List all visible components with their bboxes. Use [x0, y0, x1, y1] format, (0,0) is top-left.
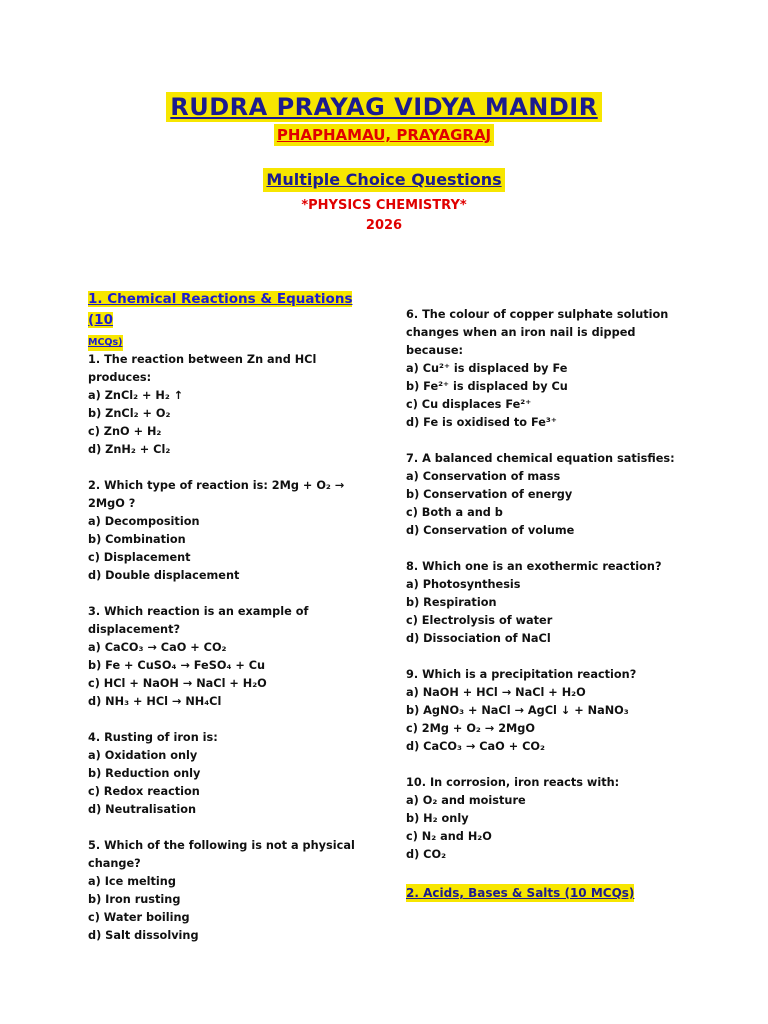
answer-option: a) Conservation of mass: [406, 470, 561, 483]
answer-option: c) Displacement: [88, 551, 191, 564]
question-text: change?: [88, 857, 141, 870]
question-block: [406, 666, 696, 756]
question-text: 10. In corrosion, iron reacts with:: [406, 776, 620, 789]
answer-option: c) 2Mg + O₂ → 2MgO: [406, 722, 535, 735]
question-text: displacement?: [88, 623, 181, 636]
answer-option: a) Cu²⁺ is displaced by Fe: [406, 362, 568, 375]
answer-option: b) Combination: [88, 533, 186, 546]
answer-option: c) ZnO + H₂: [88, 425, 162, 438]
section-1-title: 1. Chemical Reactions & Equations (10: [88, 291, 353, 328]
answer-option: d) Double displacement: [88, 569, 240, 582]
answer-option: b) Fe²⁺ is displaced by Cu: [406, 380, 568, 393]
answer-option: b) Respiration: [406, 596, 497, 609]
question-text: 1. The reaction between Zn and HCl: [88, 353, 317, 366]
answer-option: b) Fe + CuSO₄ → FeSO₄ + Cu: [88, 659, 266, 672]
document-title: Multiple Choice Questions: [263, 168, 504, 192]
answer-option: c) Redox reaction: [88, 785, 200, 798]
answer-option: d) Conservation of volume: [406, 524, 575, 537]
question-text: because:: [406, 344, 464, 357]
document-header: [0, 92, 768, 236]
answer-option: a) O₂ and moisture: [406, 794, 526, 807]
school-location: PHAPHAMAU, PRAYAGRAJ: [274, 124, 494, 146]
question-block: [406, 306, 696, 432]
question-text: 2MgO ?: [88, 497, 136, 510]
answer-option: d) Salt dissolving: [88, 929, 199, 942]
section-2-heading: [406, 882, 696, 902]
section-2-title: 2. Acids, Bases & Salts (10 MCQs): [406, 886, 635, 900]
answer-option: b) ZnCl₂ + O₂: [88, 407, 171, 420]
year-label: 2026: [365, 218, 403, 233]
answer-option: a) Photosynthesis: [406, 578, 521, 591]
subject-label: *PHYSICS CHEMISTRY*: [301, 198, 467, 213]
answer-option: c) Both a and b: [406, 506, 503, 519]
question-block: [88, 603, 378, 711]
answer-option: a) Ice melting: [88, 875, 176, 888]
answer-option: c) Electrolysis of water: [406, 614, 553, 627]
question-block: [406, 774, 696, 864]
question-block: [88, 477, 378, 585]
answer-option: b) Conservation of energy: [406, 488, 573, 501]
answer-option: b) H₂ only: [406, 812, 469, 825]
question-text: 5. Which of the following is not a physical: [88, 839, 355, 852]
right-question-list: [406, 306, 696, 864]
right-column: [406, 306, 696, 902]
answer-option: c) Cu displaces Fe²⁺: [406, 398, 532, 411]
section-1-title-cont: MCQs): [88, 335, 123, 351]
answer-option: b) AgNO₃ + NaCl → AgCl ↓ + NaNO₃: [406, 704, 629, 717]
answer-option: c) N₂ and H₂O: [406, 830, 492, 843]
answer-option: d) CaCO₃ → CaO + CO₂: [406, 740, 545, 753]
question-text: 6. The colour of copper sulphate solution: [406, 308, 669, 321]
answer-option: b) Reduction only: [88, 767, 201, 780]
question-block: [88, 729, 378, 819]
question-block: [88, 351, 378, 459]
answer-option: a) Decomposition: [88, 515, 200, 528]
answer-option: a) ZnCl₂ + H₂ ↑: [88, 389, 184, 402]
question-text: 3. Which reaction is an example of: [88, 605, 309, 618]
question-block: [406, 558, 696, 648]
question-text: produces:: [88, 371, 152, 384]
section-1-heading: [88, 288, 378, 351]
answer-option: d) ZnH₂ + Cl₂: [88, 443, 171, 456]
answer-option: c) HCl + NaOH → NaCl + H₂O: [88, 677, 267, 690]
question-text: changes when an iron nail is dipped: [406, 326, 636, 339]
answer-option: b) Iron rusting: [88, 893, 181, 906]
answer-option: d) NH₃ + HCl → NH₄Cl: [88, 695, 222, 708]
left-column: [88, 288, 378, 963]
answer-option: a) NaOH + HCl → NaCl + H₂O: [406, 686, 586, 699]
answer-option: c) Water boiling: [88, 911, 190, 924]
question-text: 9. Which is a precipitation reaction?: [406, 668, 637, 681]
question-block: [88, 837, 378, 945]
question-text: 2. Which type of reaction is: 2Mg + O₂ →: [88, 479, 345, 492]
answer-option: a) CaCO₃ → CaO + CO₂: [88, 641, 227, 654]
answer-option: d) Neutralisation: [88, 803, 197, 816]
question-block: [406, 450, 696, 540]
question-text: 7. A balanced chemical equation satisfies:: [406, 452, 675, 465]
school-name: RUDRA PRAYAG VIDYA MANDIR: [166, 92, 601, 122]
answer-option: d) CO₂: [406, 848, 447, 861]
question-text: 4. Rusting of iron is:: [88, 731, 218, 744]
question-text: 8. Which one is an exothermic reaction?: [406, 560, 662, 573]
answer-option: d) Fe is oxidised to Fe³⁺: [406, 416, 557, 429]
answer-option: d) Dissociation of NaCl: [406, 632, 551, 645]
left-question-list: [88, 351, 378, 945]
answer-option: a) Oxidation only: [88, 749, 198, 762]
